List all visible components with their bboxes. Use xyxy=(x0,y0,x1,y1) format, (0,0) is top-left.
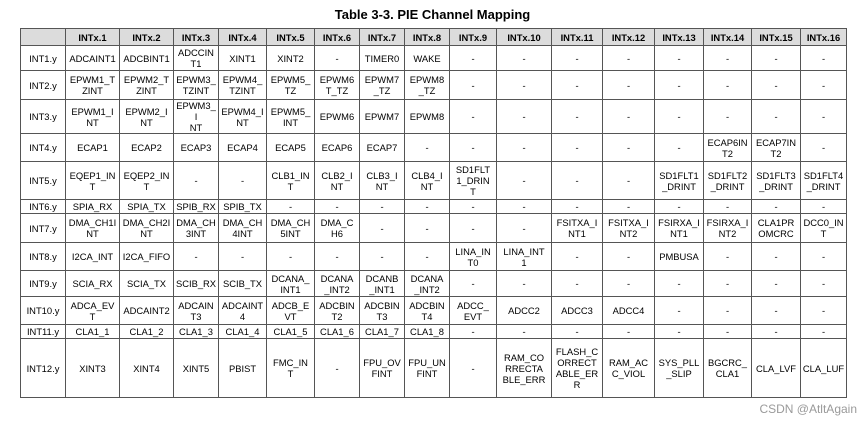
table-cell: - xyxy=(603,162,655,200)
table-cell: ADCAINT1 xyxy=(66,46,120,71)
table-cell: - xyxy=(801,325,847,339)
table-cell: - xyxy=(655,46,704,71)
table-cell: SD1FLT1 _DRINT xyxy=(655,162,704,200)
table-cell: ADCBIN T2 xyxy=(315,297,360,325)
table-cell: - xyxy=(801,71,847,100)
table-cell: CLA_LVF xyxy=(752,339,801,398)
table-cell: - xyxy=(497,46,552,71)
table-cell: ECAP2 xyxy=(120,134,174,162)
row-label: INT11.y xyxy=(21,325,66,339)
table-cell: - xyxy=(603,325,655,339)
table-cell: FPU_OV FINT xyxy=(360,339,405,398)
table-cell: - xyxy=(450,71,497,100)
table-cell: FMC_IN T xyxy=(267,339,315,398)
table-cell: - xyxy=(752,243,801,271)
table-cell: - xyxy=(497,200,552,214)
table-cell: - xyxy=(552,325,603,339)
column-header: INTx.6 xyxy=(315,29,360,46)
table-cell: XINT3 xyxy=(66,339,120,398)
row-label: INT9.y xyxy=(21,271,66,297)
row-label: INT8.y xyxy=(21,243,66,271)
table-cell: I2CA_INT xyxy=(66,243,120,271)
table-cell: CLA1_4 xyxy=(219,325,267,339)
table-cell: - xyxy=(450,339,497,398)
table-row xyxy=(21,46,847,71)
table-cell: CLA1_7 xyxy=(360,325,405,339)
table-cell: ADCC4 xyxy=(603,297,655,325)
table-cell: ECAP7 xyxy=(360,134,405,162)
table-cell: CLA1_3 xyxy=(174,325,219,339)
table-cell: CLA1_5 xyxy=(267,325,315,339)
table-cell: EPWM1_T ZINT xyxy=(66,71,120,100)
table-cell: ADCBINT1 xyxy=(120,46,174,71)
table-row xyxy=(21,162,847,200)
table-cell: - xyxy=(497,271,552,297)
table-cell: - xyxy=(450,325,497,339)
table-cell: - xyxy=(801,134,847,162)
table-cell: - xyxy=(603,100,655,134)
table-cell: ADCAINT 4 xyxy=(219,297,267,325)
table-cell: - xyxy=(497,162,552,200)
column-header: INTx.1 xyxy=(66,29,120,46)
table-cell: - xyxy=(552,71,603,100)
column-header: INTx.2 xyxy=(120,29,174,46)
row-label: INT6.y xyxy=(21,200,66,214)
table-cell: FPU_UN FINT xyxy=(405,339,450,398)
table-cell: DCANA_ INT1 xyxy=(267,271,315,297)
table-cell: ECAP6IN T2 xyxy=(704,134,752,162)
table-cell: TIMER0 xyxy=(360,46,405,71)
table-row xyxy=(21,297,847,325)
table-row xyxy=(21,200,847,214)
table-cell: EPWM8 xyxy=(405,100,450,134)
row-label: INT10.y xyxy=(21,297,66,325)
table-cell: EPWM2_I NT xyxy=(120,100,174,134)
table-cell: - xyxy=(405,214,450,243)
table-cell: RAM_CO RRECTA BLE_ERR xyxy=(497,339,552,398)
table-cell: CLA1_8 xyxy=(405,325,450,339)
table-cell: CLA1_2 xyxy=(120,325,174,339)
table-cell: - xyxy=(174,162,219,200)
table-cell: - xyxy=(497,100,552,134)
table-cell: CLA1PR OMCRC xyxy=(752,214,801,243)
table-cell: - xyxy=(450,200,497,214)
table-cell: SD1FLT3 _DRINT xyxy=(752,162,801,200)
table-cell: - xyxy=(552,162,603,200)
table-cell: - xyxy=(450,100,497,134)
table-cell: - xyxy=(655,71,704,100)
table-row xyxy=(21,325,847,339)
table-cell: - xyxy=(752,46,801,71)
table-cell: ECAP7IN T2 xyxy=(752,134,801,162)
table-cell: - xyxy=(497,214,552,243)
table-cell: FLASH_C ORRECT ABLE_ER R xyxy=(552,339,603,398)
table-cell: CLB1_IN T xyxy=(267,162,315,200)
column-header: INTx.12 xyxy=(603,29,655,46)
table-cell: XINT4 xyxy=(120,339,174,398)
table-cell: PBIST xyxy=(219,339,267,398)
table-cell: CLB2_I NT xyxy=(315,162,360,200)
table-row xyxy=(21,71,847,100)
table-cell: ADCC2 xyxy=(497,297,552,325)
table-cell: - xyxy=(552,200,603,214)
table-cell: - xyxy=(752,200,801,214)
table-cell: EPWM6 T_TZ xyxy=(315,71,360,100)
table-cell: - xyxy=(603,271,655,297)
table-row xyxy=(21,134,847,162)
table-cell: EPWM4_ TZINT xyxy=(219,71,267,100)
row-label: INT12.y xyxy=(21,339,66,398)
table-cell: CLB3_I NT xyxy=(360,162,405,200)
table-cell: - xyxy=(704,100,752,134)
table-cell: SPIA_RX xyxy=(66,200,120,214)
table-cell: ADCB_E VT xyxy=(267,297,315,325)
table-cell: DMA_CH 3INT xyxy=(174,214,219,243)
table-cell: EPWM3_I NT xyxy=(174,100,219,134)
table-cell: - xyxy=(497,325,552,339)
table-cell: I2CA_FIFO xyxy=(120,243,174,271)
table-cell: - xyxy=(267,243,315,271)
table-cell: SYS_PLL _SLIP xyxy=(655,339,704,398)
table-cell: - xyxy=(655,297,704,325)
table-cell: CLA_LUF xyxy=(801,339,847,398)
table-cell: - xyxy=(219,243,267,271)
table-cell: SD1FLT4 _DRINT xyxy=(801,162,847,200)
table-cell: XINT1 xyxy=(219,46,267,71)
table-cell: SPIB_TX xyxy=(219,200,267,214)
table-cell: EPWM7 xyxy=(360,100,405,134)
table-cell: - xyxy=(704,243,752,271)
table-cell: - xyxy=(603,71,655,100)
table-cell: - xyxy=(405,134,450,162)
table-cell: - xyxy=(315,46,360,71)
table-cell: - xyxy=(552,271,603,297)
table-cell: - xyxy=(552,134,603,162)
table-cell: - xyxy=(752,71,801,100)
table-cell: - xyxy=(315,200,360,214)
header-row xyxy=(21,29,847,46)
table-cell: - xyxy=(704,200,752,214)
table-cell: BGCRC_ CLA1 xyxy=(704,339,752,398)
table-cell: ADCC_ EVT xyxy=(450,297,497,325)
table-cell: CLA1_1 xyxy=(66,325,120,339)
table-cell: EQEP2_IN T xyxy=(120,162,174,200)
column-header: INTx.13 xyxy=(655,29,704,46)
table-cell: LINA_IN T0 xyxy=(450,243,497,271)
table-cell: EPWM5_ TZ xyxy=(267,71,315,100)
pie-channel-mapping-table xyxy=(20,28,847,398)
table-cell: CLB4_I NT xyxy=(405,162,450,200)
table-cell: ECAP4 xyxy=(219,134,267,162)
column-header: INTx.4 xyxy=(219,29,267,46)
table-cell: ADCAIN T3 xyxy=(174,297,219,325)
table-cell: - xyxy=(752,100,801,134)
row-label: INT4.y xyxy=(21,134,66,162)
table-row xyxy=(21,214,847,243)
table-cell: DMA_CH 5INT xyxy=(267,214,315,243)
table-cell: FSITXA_I NT2 xyxy=(603,214,655,243)
table-cell: - xyxy=(315,339,360,398)
table-cell: - xyxy=(174,243,219,271)
table-cell: - xyxy=(801,200,847,214)
table-cell: DMA_CH2I NT xyxy=(120,214,174,243)
table-cell: SCIA_RX xyxy=(66,271,120,297)
table-cell: - xyxy=(752,325,801,339)
table-cell: - xyxy=(450,134,497,162)
table-cell: - xyxy=(497,71,552,100)
table-cell: - xyxy=(450,271,497,297)
table-cell: - xyxy=(801,46,847,71)
table-cell: SD1FLT2 _DRINT xyxy=(704,162,752,200)
table-cell: - xyxy=(655,134,704,162)
table-row xyxy=(21,100,847,134)
table-cell: - xyxy=(801,271,847,297)
table-cell: WAKE xyxy=(405,46,450,71)
table-cell: ECAP5 xyxy=(267,134,315,162)
table-cell: - xyxy=(801,243,847,271)
table-cell: ADCC3 xyxy=(552,297,603,325)
table-cell: ADCA_EV T xyxy=(66,297,120,325)
row-label: INT1.y xyxy=(21,46,66,71)
table-cell: XINT2 xyxy=(267,46,315,71)
row-label: INT5.y xyxy=(21,162,66,200)
table-cell: - xyxy=(552,46,603,71)
table-cell: ECAP3 xyxy=(174,134,219,162)
table-cell: - xyxy=(267,200,315,214)
table-cell: - xyxy=(552,243,603,271)
table-cell: ADCAINT2 xyxy=(120,297,174,325)
corner-header-cell xyxy=(21,29,66,46)
table-cell: - xyxy=(655,271,704,297)
table-cell: EPWM1_I NT xyxy=(66,100,120,134)
table-cell: - xyxy=(704,297,752,325)
column-header: INTx.14 xyxy=(704,29,752,46)
table-cell: - xyxy=(603,46,655,71)
table-cell: - xyxy=(405,200,450,214)
table-cell: - xyxy=(704,271,752,297)
table-cell: DCANA _INT2 xyxy=(405,271,450,297)
table-cell: - xyxy=(752,297,801,325)
table-cell: PMBUSA xyxy=(655,243,704,271)
column-header: INTx.11 xyxy=(552,29,603,46)
table-cell: - xyxy=(603,243,655,271)
table-cell: - xyxy=(219,162,267,200)
table-cell: DMA_CH1I NT xyxy=(66,214,120,243)
table-cell: DMA_CH 4INT xyxy=(219,214,267,243)
table-cell: ADCBIN T4 xyxy=(405,297,450,325)
table-cell: XINT5 xyxy=(174,339,219,398)
table-cell: - xyxy=(704,325,752,339)
table-cell: DCANB _INT1 xyxy=(360,271,405,297)
table-cell: - xyxy=(655,200,704,214)
table-cell: RAM_AC C_VIOL xyxy=(603,339,655,398)
table-row xyxy=(21,243,847,271)
table-row xyxy=(21,339,847,398)
column-header: INTx.3 xyxy=(174,29,219,46)
table-cell: CLA1_6 xyxy=(315,325,360,339)
table-cell: EPWM8 _TZ xyxy=(405,71,450,100)
table-cell: EPWM2_T ZINT xyxy=(120,71,174,100)
table-cell: - xyxy=(360,243,405,271)
table-cell: - xyxy=(704,46,752,71)
table-cell: SPIB_RX xyxy=(174,200,219,214)
table-cell: EPWM4_I NT xyxy=(219,100,267,134)
table-cell: - xyxy=(360,214,405,243)
table-cell: ADCCIN T1 xyxy=(174,46,219,71)
table-cell: - xyxy=(603,134,655,162)
table-cell: EPWM5_ INT xyxy=(267,100,315,134)
table-cell: ECAP1 xyxy=(66,134,120,162)
table-cell: - xyxy=(450,46,497,71)
table-cell: - xyxy=(360,200,405,214)
column-header: INTx.5 xyxy=(267,29,315,46)
table-cell: ADCBIN T3 xyxy=(360,297,405,325)
column-header: INTx.8 xyxy=(405,29,450,46)
table-cell: - xyxy=(752,271,801,297)
table-cell: SCIA_TX xyxy=(120,271,174,297)
table-cell: SPIA_TX xyxy=(120,200,174,214)
table-row xyxy=(21,271,847,297)
table-cell: FSITXA_I NT1 xyxy=(552,214,603,243)
table-cell: - xyxy=(603,200,655,214)
column-header: INTx.7 xyxy=(360,29,405,46)
table-cell: - xyxy=(655,325,704,339)
table-cell: - xyxy=(552,100,603,134)
row-label: INT7.y xyxy=(21,214,66,243)
table-cell: - xyxy=(405,243,450,271)
table-body xyxy=(21,46,847,398)
row-label: INT2.y xyxy=(21,71,66,100)
table-cell: - xyxy=(801,100,847,134)
table-cell: ECAP6 xyxy=(315,134,360,162)
column-header: INTx.9 xyxy=(450,29,497,46)
table-cell: - xyxy=(497,134,552,162)
table-cell: EQEP1_IN T xyxy=(66,162,120,200)
table-cell: FSIRXA_I NT2 xyxy=(704,214,752,243)
table-cell: - xyxy=(801,297,847,325)
table-cell: DMA_C H6 xyxy=(315,214,360,243)
table-cell: EPWM7 _TZ xyxy=(360,71,405,100)
watermark: CSDN @AtltAgain xyxy=(759,402,857,416)
column-header: INTx.16 xyxy=(801,29,847,46)
table-cell: FSIRXA_I NT1 xyxy=(655,214,704,243)
row-label: INT3.y xyxy=(21,100,66,134)
table-cell: - xyxy=(450,214,497,243)
table-cell: - xyxy=(655,100,704,134)
table-cell: LINA_INT 1 xyxy=(497,243,552,271)
table-cell: DCC0_IN T xyxy=(801,214,847,243)
table-cell: SCIB_TX xyxy=(219,271,267,297)
table-cell: SD1FLT 1_DRIN T xyxy=(450,162,497,200)
table-cell: - xyxy=(315,243,360,271)
table-cell: EPWM6 xyxy=(315,100,360,134)
table-cell: DCANA _INT2 xyxy=(315,271,360,297)
table-cell: SCIB_RX xyxy=(174,271,219,297)
column-header: INTx.10 xyxy=(497,29,552,46)
column-header: INTx.15 xyxy=(752,29,801,46)
table-title: Table 3-3. PIE Channel Mapping xyxy=(334,7,531,22)
table-cell: EPWM3_ TZINT xyxy=(174,71,219,100)
table-cell: - xyxy=(704,71,752,100)
